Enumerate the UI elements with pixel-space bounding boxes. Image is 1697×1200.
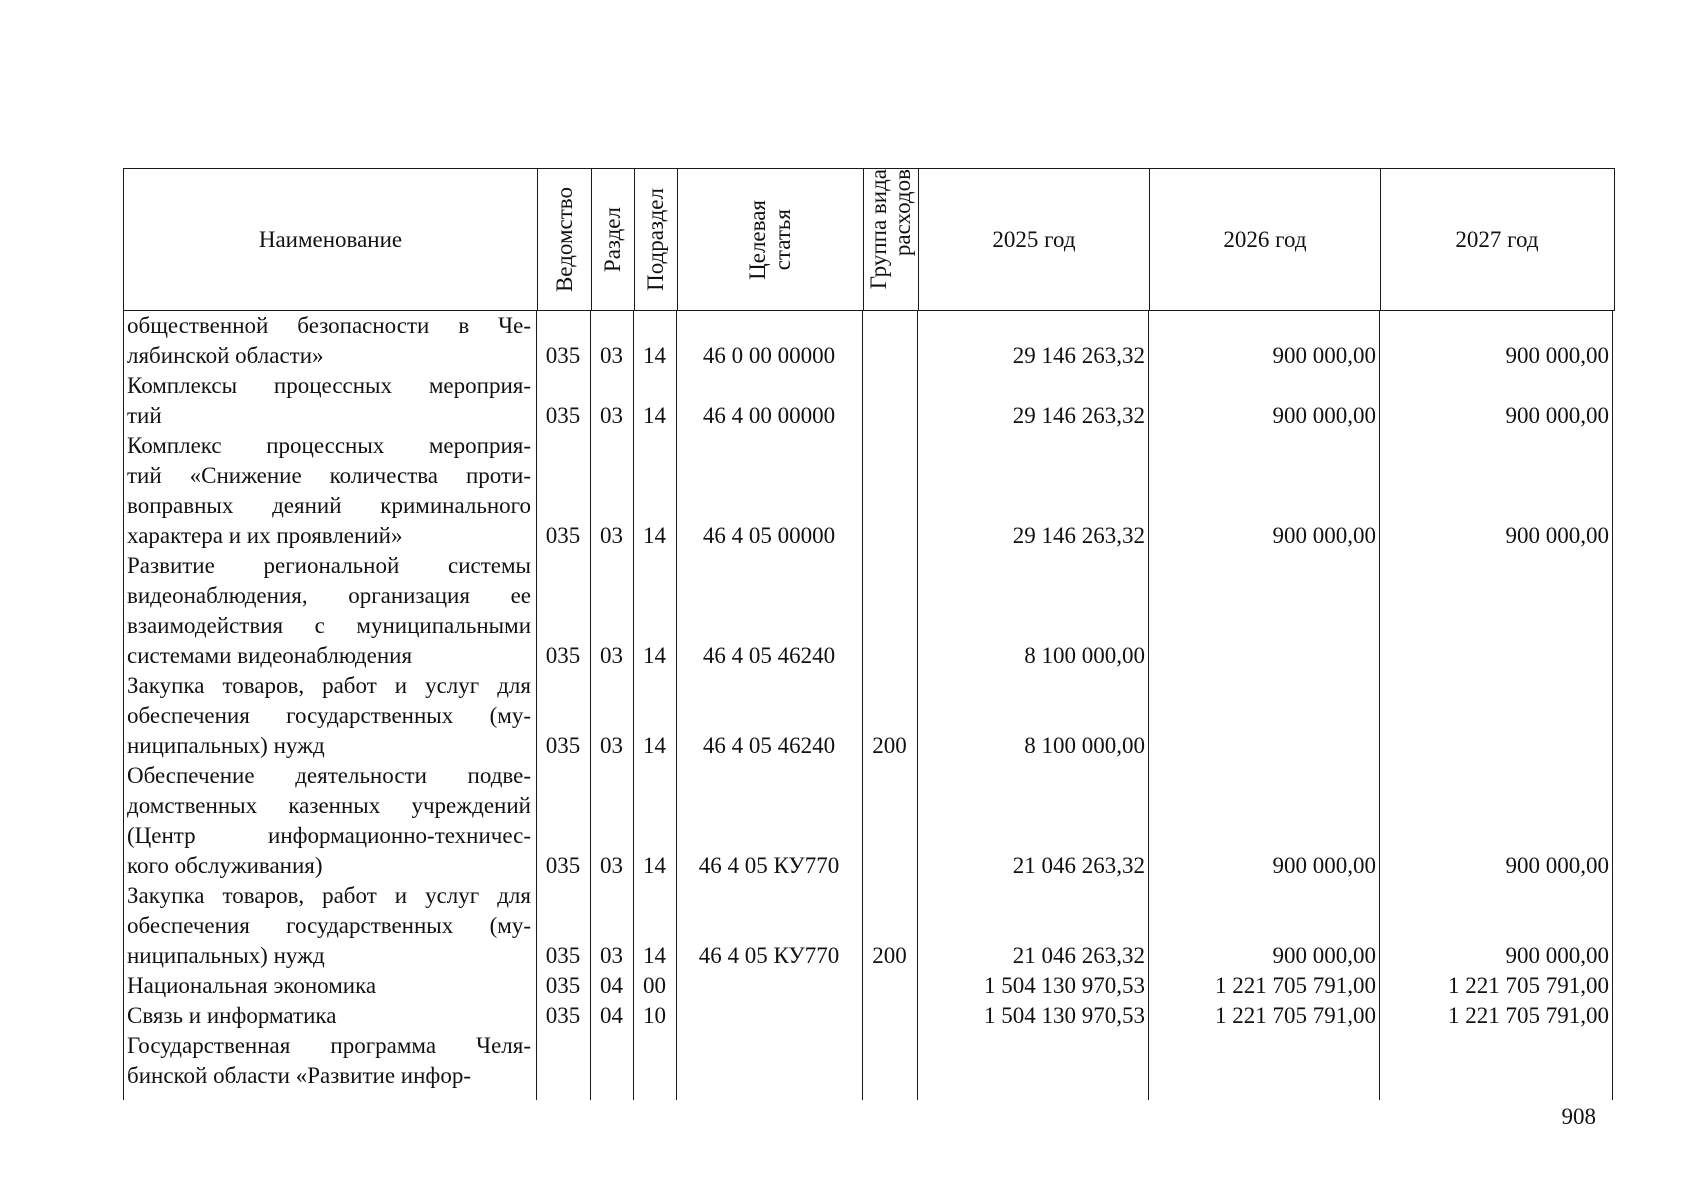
header-podrazdel-label: Подраздел	[643, 188, 669, 291]
name-line: (Центр информационно-техничес-	[127, 823, 531, 848]
cell-vedomstvo: 035	[545, 1003, 581, 1028]
header-name	[124, 169, 537, 310]
cell-vedomstvo: 035	[545, 943, 581, 968]
cell-2025: 8 100 000,00	[1024, 733, 1145, 758]
table-row	[0, 971, 1697, 1001]
cell-2025: 1 504 130 970,53	[984, 973, 1145, 998]
cell-2027: 1 221 705 791,00	[1448, 973, 1609, 998]
name-line: кого обслуживания)	[127, 853, 323, 878]
name-line: домственных казенных учреждений	[127, 793, 531, 818]
name-line: воправных деяний криминального	[127, 493, 531, 518]
name-line: видеонаблюдения, организация ее	[127, 583, 531, 608]
header-2025-label: 2025 год	[992, 226, 1076, 252]
table-row	[0, 1001, 1697, 1031]
cell-celevaya: 46 4 05 46240	[702, 733, 836, 758]
cell-razdel: 03	[600, 523, 623, 548]
header-gruppa-label-2: расходов	[890, 169, 915, 257]
cell-razdel: 03	[600, 403, 623, 428]
header-2025	[918, 169, 1149, 310]
name-line: тий «Снижение количества проти-	[127, 463, 531, 488]
cell-podrazdel: 10	[643, 1003, 666, 1028]
cell-vedomstvo: 035	[545, 853, 581, 878]
header-2027-label: 2027 год	[1455, 226, 1539, 252]
name-line: бинской области «Развитие инфор-	[127, 1063, 471, 1088]
cell-2027: 900 000,00	[1505, 403, 1609, 428]
cell-2027: 900 000,00	[1505, 853, 1609, 878]
header-gruppa	[863, 169, 918, 310]
cell-name	[127, 371, 531, 431]
cell-podrazdel: 00	[643, 973, 666, 998]
name-line: взаимодействия с муниципальными	[127, 613, 531, 638]
header-celevaya	[677, 169, 863, 310]
header-vedomstvo-label: Ведомство	[551, 186, 577, 293]
cell-celevaya: 46 4 05 00000	[702, 523, 836, 548]
table-row	[0, 761, 1697, 881]
cell-name	[127, 971, 531, 1001]
name-line: Комплексы процессных мероприя-	[127, 373, 531, 398]
cell-vedomstvo: 035	[545, 733, 581, 758]
cell-podrazdel: 14	[643, 643, 666, 668]
header-razdel-label: Раздел	[600, 206, 626, 273]
name-line: характера и их проявлений»	[127, 523, 403, 548]
header-vedomstvo	[537, 169, 591, 310]
cell-celevaya: 46 4 05 КУ770	[698, 853, 840, 878]
header-2026-label: 2026 год	[1223, 226, 1307, 252]
header-2027	[1380, 169, 1613, 310]
cell-celevaya: 46 4 05 46240	[702, 643, 836, 668]
name-line: Комплекс процессных мероприя-	[127, 433, 531, 458]
cell-vedomstvo: 035	[545, 343, 581, 368]
cell-2025: 29 146 263,32	[1012, 403, 1145, 428]
table-header	[123, 168, 1615, 311]
header-razdel	[591, 169, 634, 310]
header-celevaya-label-1: Целевая	[745, 199, 771, 280]
table-row	[0, 671, 1697, 761]
name-line: ниципальных) нужд	[127, 733, 325, 758]
name-line: Связь и информатика	[127, 1003, 337, 1028]
cell-2026: 1 221 705 791,00	[1215, 973, 1376, 998]
table-row	[0, 311, 1697, 371]
cell-gruppa: 200	[872, 943, 907, 968]
cell-2027: 900 000,00	[1505, 343, 1609, 368]
cell-vedomstvo: 035	[545, 403, 581, 428]
cell-name	[127, 881, 531, 971]
cell-2026: 900 000,00	[1272, 853, 1376, 878]
cell-celevaya: 46 0 00 00000	[702, 343, 836, 368]
cell-2025: 29 146 263,32	[1012, 343, 1145, 368]
cell-name	[127, 1001, 531, 1031]
cell-name	[127, 431, 531, 551]
name-line: Закупка товаров, работ и услуг для	[127, 673, 531, 698]
cell-razdel: 03	[600, 853, 623, 878]
cell-celevaya: 46 4 05 КУ770	[698, 943, 840, 968]
header-celevaya-label-2: статья	[769, 208, 795, 271]
cell-2027: 900 000,00	[1505, 523, 1609, 548]
cell-podrazdel: 14	[643, 853, 666, 878]
cell-2026: 1 221 705 791,00	[1215, 1003, 1376, 1028]
name-line: ниципальных) нужд	[127, 943, 325, 968]
cell-name	[127, 761, 531, 881]
name-line: Национальная экономика	[127, 973, 377, 998]
cell-celevaya: 46 4 00 00000	[702, 403, 836, 428]
cell-podrazdel: 14	[643, 343, 666, 368]
cell-razdel: 03	[600, 733, 623, 758]
name-line: Развитие региональной системы	[127, 553, 531, 578]
cell-razdel: 04	[600, 1003, 623, 1028]
cell-vedomstvo: 035	[545, 523, 581, 548]
cell-razdel: 03	[600, 643, 623, 668]
header-name-label: Наименование	[258, 226, 403, 252]
cell-name	[127, 671, 531, 761]
name-line: общественной безопасности в Че-	[127, 313, 531, 338]
cell-podrazdel: 14	[643, 403, 666, 428]
cell-name	[127, 311, 531, 371]
page-number: 908	[1561, 1104, 1596, 1129]
name-line: Обеспечение деятельности подве-	[127, 763, 531, 788]
name-line: обеспечения государственных (му-	[127, 703, 531, 728]
cell-2027: 900 000,00	[1505, 943, 1609, 968]
cell-2025: 8 100 000,00	[1024, 643, 1145, 668]
cell-vedomstvo: 035	[545, 643, 581, 668]
cell-podrazdel: 14	[643, 523, 666, 548]
name-line: Государственная программа Челя-	[127, 1033, 531, 1058]
cell-2026: 900 000,00	[1272, 943, 1376, 968]
cell-gruppa: 200	[872, 733, 907, 758]
cell-razdel: 04	[600, 973, 623, 998]
header-podrazdel	[634, 169, 677, 310]
header-gruppa-label-1: Группа вида	[865, 169, 891, 290]
cell-2026: 900 000,00	[1272, 523, 1376, 548]
cell-razdel: 03	[600, 943, 623, 968]
name-line: обеспечения государственных (му-	[127, 913, 531, 938]
cell-2025: 21 046 263,32	[1012, 853, 1145, 878]
table-row	[0, 551, 1697, 671]
cell-razdel: 03	[600, 343, 623, 368]
table-row	[0, 1031, 1697, 1091]
table-row	[0, 371, 1697, 431]
header-2026	[1149, 169, 1380, 310]
cell-2026: 900 000,00	[1272, 343, 1376, 368]
cell-podrazdel: 14	[643, 733, 666, 758]
cell-2025: 1 504 130 970,53	[984, 1003, 1145, 1028]
cell-2027: 1 221 705 791,00	[1448, 1003, 1609, 1028]
name-line: лябинской области»	[127, 343, 324, 368]
cell-2025: 21 046 263,32	[1012, 943, 1145, 968]
table-row	[0, 431, 1697, 551]
name-line: системами видеонаблюдения	[127, 643, 413, 668]
name-line: тий	[127, 403, 162, 428]
name-line: Закупка товаров, работ и услуг для	[127, 883, 531, 908]
cell-vedomstvo: 035	[545, 973, 581, 998]
cell-2026: 900 000,00	[1272, 403, 1376, 428]
cell-podrazdel: 14	[643, 943, 666, 968]
cell-name	[127, 551, 531, 671]
cell-2025: 29 146 263,32	[1012, 523, 1145, 548]
cell-name	[127, 1031, 531, 1091]
table-row	[0, 881, 1697, 971]
